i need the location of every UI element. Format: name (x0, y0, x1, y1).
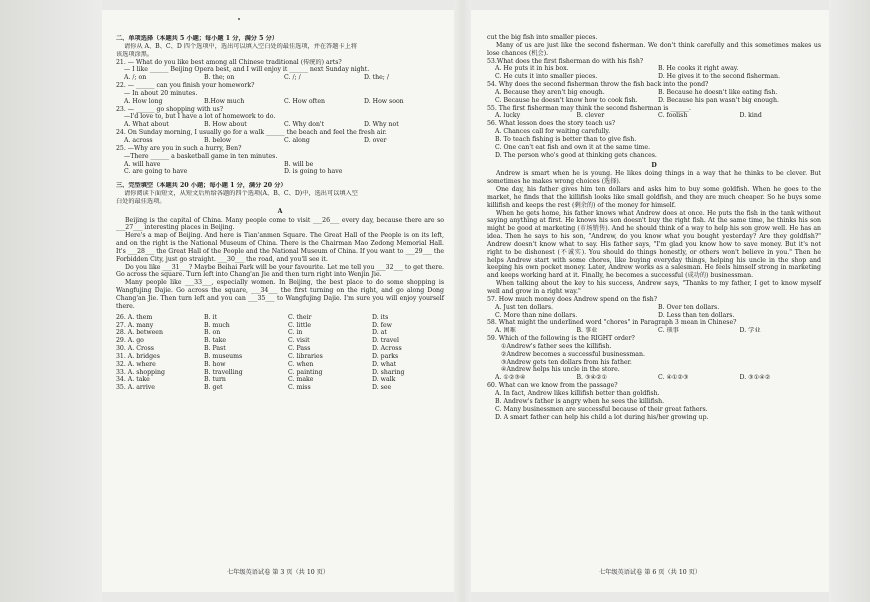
option: B. ③④②① (576, 374, 608, 382)
option: C. are going to have (124, 168, 188, 176)
question-56: 56. What lesson does the story teach us? (487, 120, 616, 128)
cloze-option: B. turn (204, 376, 226, 384)
passage-d-paragraph: When talking about the key to his success, Andrew says, "Thanks to my father, I get to know myself well and grow in a right way." (487, 280, 821, 295)
option: C. One can't eat fish and own it at the same time. (495, 143, 651, 151)
exam-page-3 (102, 10, 454, 592)
passage-a-paragraph: Do you like ___31___? Maybe Beihai Park will be your favourite. Let me tell you ___32___ to get there. Go across the square. Turn left into Chang'an Jie and then turn right into Wenjin Jie. (116, 263, 444, 279)
cloze-option: B. how (204, 360, 226, 368)
cloze-option: 35. A. arrive (116, 384, 155, 392)
section3-title: 三、完型填空（本题共 20 小题；每小题 1 分，满分 20 分） (116, 182, 287, 190)
question-21: 21. — What do you like best among all Chinese traditional (传统的) arts? (116, 58, 342, 66)
option: C. Why don't (284, 121, 325, 129)
cloze-option: B. much (204, 321, 230, 329)
section3-instruction: 白处的最佳选项。 (116, 197, 166, 205)
question-22: 22. — ______ can you finish your homework? (116, 82, 255, 90)
question-53: 53.What does the first fisherman do with his fish? (487, 57, 644, 65)
option: D. kind (739, 112, 762, 120)
passage-d-paragraph: Andrew is smart when he is young. He likes doing things in a way that he thinks to be clever. But sometimes he makes wrong choices (选择). (487, 170, 821, 186)
cloze-option: 28. A. between (116, 329, 163, 337)
option: B.How much (204, 97, 245, 105)
option: C. ④①②③ (658, 374, 689, 382)
cloze-option: B. it (204, 313, 217, 321)
question-22-options (116, 98, 444, 106)
option: B. 事业 (576, 327, 598, 335)
cloze-option: C. their (288, 313, 312, 321)
option: C. He cuts it into smaller pieces. (495, 73, 598, 81)
cloze-option: B. on (204, 329, 221, 337)
option: A. In fact, Andrew likes killifish better than goldfish. (495, 389, 660, 397)
option: D. 学业 (739, 327, 761, 335)
option: B. Andrew's father is angry when he sees the killifish. (495, 397, 665, 405)
option: A. will have (124, 160, 161, 168)
option: D. How soon (364, 97, 404, 105)
question-23: 23. — ______ go shopping with us? (116, 105, 224, 113)
option: B. Over ten dollars. (658, 303, 720, 311)
option: C. Because he doesn't know how to cook fish. (495, 96, 638, 104)
question-57: 57. How much money does Andrew spend on the fish? (487, 295, 658, 303)
option: B. To teach fishing is better than to give fish. (495, 135, 637, 143)
cloze-option: 31. A. bridges (116, 352, 160, 360)
order-item: ②Andrew becomes a successful businessman. (501, 350, 645, 358)
page-footer: 七年级英语试卷 第 3 页（共 10 页） (226, 569, 330, 576)
option: C. How often (284, 97, 325, 105)
cloze-option: C. when (288, 360, 314, 368)
page-fold (454, 0, 471, 602)
option: B. will be (284, 160, 314, 168)
passage-a-paragraph: Beijing is the capital of China. Many people come to visit ___26___ every day, because there are so ___27___ interesting places in Beijing. (116, 216, 444, 232)
option: D. ③①④② (739, 374, 771, 382)
passage-a-paragraph: Here's a map of Beijing. And here is Tian'anmen Square. The Great Hall of the People is on its left, and on the right is the National Museum of China. There is the Chairman Mao Zedong Memorial Hall. It's ___28___ the Great Hall of the People and the National Museum of China. If you want to ___29___ the Forbidden City, just go straight. ___30___ the road, and you'll see it. (116, 232, 444, 263)
question-25-options (116, 168, 444, 176)
cloze-option: 26. A. them (116, 313, 153, 321)
option: A. lucky (495, 112, 521, 120)
question-54-options (487, 97, 821, 105)
option: B. He cooks it right away. (658, 65, 739, 73)
question-24-options (116, 137, 444, 145)
cloze-option: C. visit (288, 337, 310, 345)
option: D. over (364, 136, 387, 144)
option: C. /; / (284, 74, 301, 82)
question-57-options (487, 312, 821, 320)
question-25: 25. —Why are you in such a hurry, Ben? (116, 144, 242, 152)
question-60: 60. What can we know from the passage? (487, 382, 618, 390)
question-25-line2: —There ______ a basketball game in ten minutes. (124, 152, 278, 160)
option: D. is going to have (284, 168, 343, 176)
cloze-option: C. painting (288, 368, 323, 376)
option: C. Many businessmen are successful because of their great fathers. (495, 405, 708, 413)
question-59-options (487, 374, 821, 382)
question-21-options (116, 74, 444, 82)
cloze-option: 29. A. go (116, 337, 144, 345)
question-24: 24. On Sunday morning, I usually go for a walk ______ the beach and feel the fresh air. (116, 129, 387, 137)
option: D. A smart father can help his child a lot during his/her growing up. (495, 413, 709, 421)
cloze-option: B. take (204, 337, 227, 345)
cloze-option: D. at (372, 329, 387, 337)
section2-title: 二、单项选择（本题共 5 小题；每小题 1 分，满分 5 分） (116, 35, 278, 42)
option: A. 困难 (495, 327, 516, 335)
option: B. Because he doesn't like eating fish. (658, 88, 778, 96)
question-55-options (487, 112, 821, 120)
option: A. across (124, 136, 153, 144)
cloze-option: C. Pass (288, 345, 311, 353)
exam-page-6 (471, 10, 829, 592)
section3-instruction: 请你阅读下面短文，从短文后所给各题的四个选项(A、B、C、D)中，选出可以填入空 (124, 190, 358, 198)
cloze-option: C. libraries (288, 352, 323, 360)
question-53-options (487, 65, 821, 73)
page-footer: 七年级英语试卷 第 6 页（共 10 页） (598, 569, 702, 576)
cloze-option: B. get (204, 384, 223, 392)
cloze-option: D. what (372, 360, 397, 368)
cloze-option: 30. A. Cross (116, 345, 154, 353)
order-item: ④Andrew helps his uncle in the store. (501, 366, 620, 374)
passage-c-ending: cut the big fish into smaller pieces. (487, 34, 598, 41)
question-22-line2: — In about 20 minutes. (124, 89, 198, 97)
option: D. The person who's good at thinking gets chances. (495, 151, 657, 159)
cloze-option: B. museums (204, 352, 243, 360)
cloze-option: 27. A. many (116, 321, 154, 329)
cloze-option: D. walk (372, 376, 396, 384)
question-23-options (116, 121, 444, 129)
option: A. How long (124, 97, 163, 105)
option: C. More than nine dollars. (495, 311, 578, 319)
section2-instruction: 请你从 A、B、C、D 四个选项中，选出可以填入空白处的最佳选项，并在答题卡上将 (124, 42, 358, 50)
option: B. clever (576, 112, 605, 120)
option: D. Why not (364, 121, 399, 129)
scan-margin-right (829, 0, 870, 602)
cloze-option: D. see (372, 384, 392, 392)
passage-d-label: D (651, 161, 657, 169)
order-item: ③Andrew gets ten dollars from his father. (501, 358, 632, 366)
cloze-option: D. Across (372, 345, 402, 353)
cloze-option: 33. A. shopping (116, 368, 165, 376)
cloze-option: 32. A. where (116, 360, 156, 368)
question-57-options (487, 304, 821, 312)
cloze-option: D. its (372, 313, 389, 321)
option: D. He gives it to the second fisherman. (658, 73, 781, 81)
question-23-line2: —I'd love to, but I have a lot of homework to do. (124, 113, 276, 121)
option: A. What about (124, 121, 169, 129)
cloze-option: D. parks (372, 352, 399, 360)
option: B. below (204, 136, 232, 144)
option: C. foolish (658, 112, 688, 120)
cloze-option: C. miss (288, 384, 311, 392)
cloze-option: 34. A. take (116, 376, 150, 384)
order-item: ①Andrew's father sees the killifish. (501, 342, 612, 350)
cloze-option: D. travel (372, 337, 399, 345)
question-53-options (487, 73, 821, 81)
option: A. Because they aren't big enough. (495, 88, 605, 96)
cloze-option: C. in (288, 329, 303, 337)
passage-d-paragraph: When he gets home, his father knows what Andrew does at once. He puts the fish in the tank without saying anything at first. He knows his son doesn't buy the right fish. At the same time, he thinks his son might be good at marketing (市场销售). And he should think of a way to help his son grow well. He has an idea. Then he says to his son, "Andrew, do you know what you bought yesterday? Are they goldfish?" Andrew doesn't know what to say. His father says, "I'm glad you know how to save money. But it's not right to be dishonest (不诚实). You should do things honestly, or others won't believe in you." Then he helps Andrew start with some chores, like buying everyday things, helping his uncle in the shop and keeping his own pocket money. Later, Andrew works as a salesman. He feels himself strong in marketing and keeps working hard at it. Finally, he becomes a successful (成功的) businessman. (487, 209, 821, 280)
section2-instruction: 该选项涂黑。 (116, 50, 154, 58)
cloze-option: D. sharing (372, 368, 405, 376)
option: A. Chances call for waiting carefully. (495, 128, 611, 136)
option: D. the; / (364, 74, 389, 82)
scan-margin-left (0, 0, 102, 602)
option: C. along (284, 136, 310, 144)
option: D. Because his pan wasn't big enough. (658, 96, 779, 104)
question-58: 58. What might the underlined word "chores" in Paragraph 3 mean in Chinese? (487, 319, 737, 327)
question-55: 55. The first fisherman may think the second fisherman is ______. (487, 104, 691, 112)
option: A. Just ten dollars. (495, 303, 554, 311)
option: C. 琐事 (658, 327, 679, 335)
cloze-option: B. travelling (204, 368, 243, 376)
option: B. the; on (204, 74, 235, 82)
cloze-option: D. few (372, 321, 392, 329)
question-21-line2: — I like ______ Beijing Opera best, and I will enjoy it ______ next Sunday night. (124, 66, 370, 74)
option: B. How about (204, 121, 247, 129)
question-25-options (116, 161, 444, 169)
option: A. ①②③④ (495, 374, 526, 382)
passage-a-paragraph: Many people like ___33___, especially women. In Beijing, the best place to do some shopping is Wangfujing Dajie. Go across the square, ___34___ the first turning on the right, and go along Dong Chang'an Jie. Then turn left and you can ___35___ to Wangfujing Dajie. I'm sure you will enjoy yourself there. (116, 279, 444, 310)
cloze-option: B. Past (204, 345, 226, 353)
option: A. He puts it in his box. (495, 65, 569, 73)
option: A. /; on (124, 74, 147, 82)
cloze-option: C. little (288, 321, 312, 329)
cloze-options-grid (116, 314, 444, 392)
question-54: 54. Why does the second fisherman throw the fish back into the pond? (487, 81, 709, 89)
passage-d-paragraph: One day, his father gives him ten dollars and asks him to buy some goldfish. When he goes to the market, he finds that the killifish looks like small goldfish, and they are much cheaper. So he buys some killifish and keeps the rest (剩余的) of the money for himself. (487, 186, 821, 209)
question-54-options (487, 89, 821, 97)
question-58-options (487, 327, 821, 335)
cloze-option: C. make (288, 376, 314, 384)
question-59: 59. Which of the following is the RIGHT order? (487, 335, 635, 343)
passage-a-label: A (277, 207, 283, 215)
option: D. Less than ten dollars. (658, 311, 735, 319)
passage-c-ending: Many of us are just like the second fisherman. We don't think carefully and this sometimes makes us lose chances (机会). (487, 41, 821, 57)
